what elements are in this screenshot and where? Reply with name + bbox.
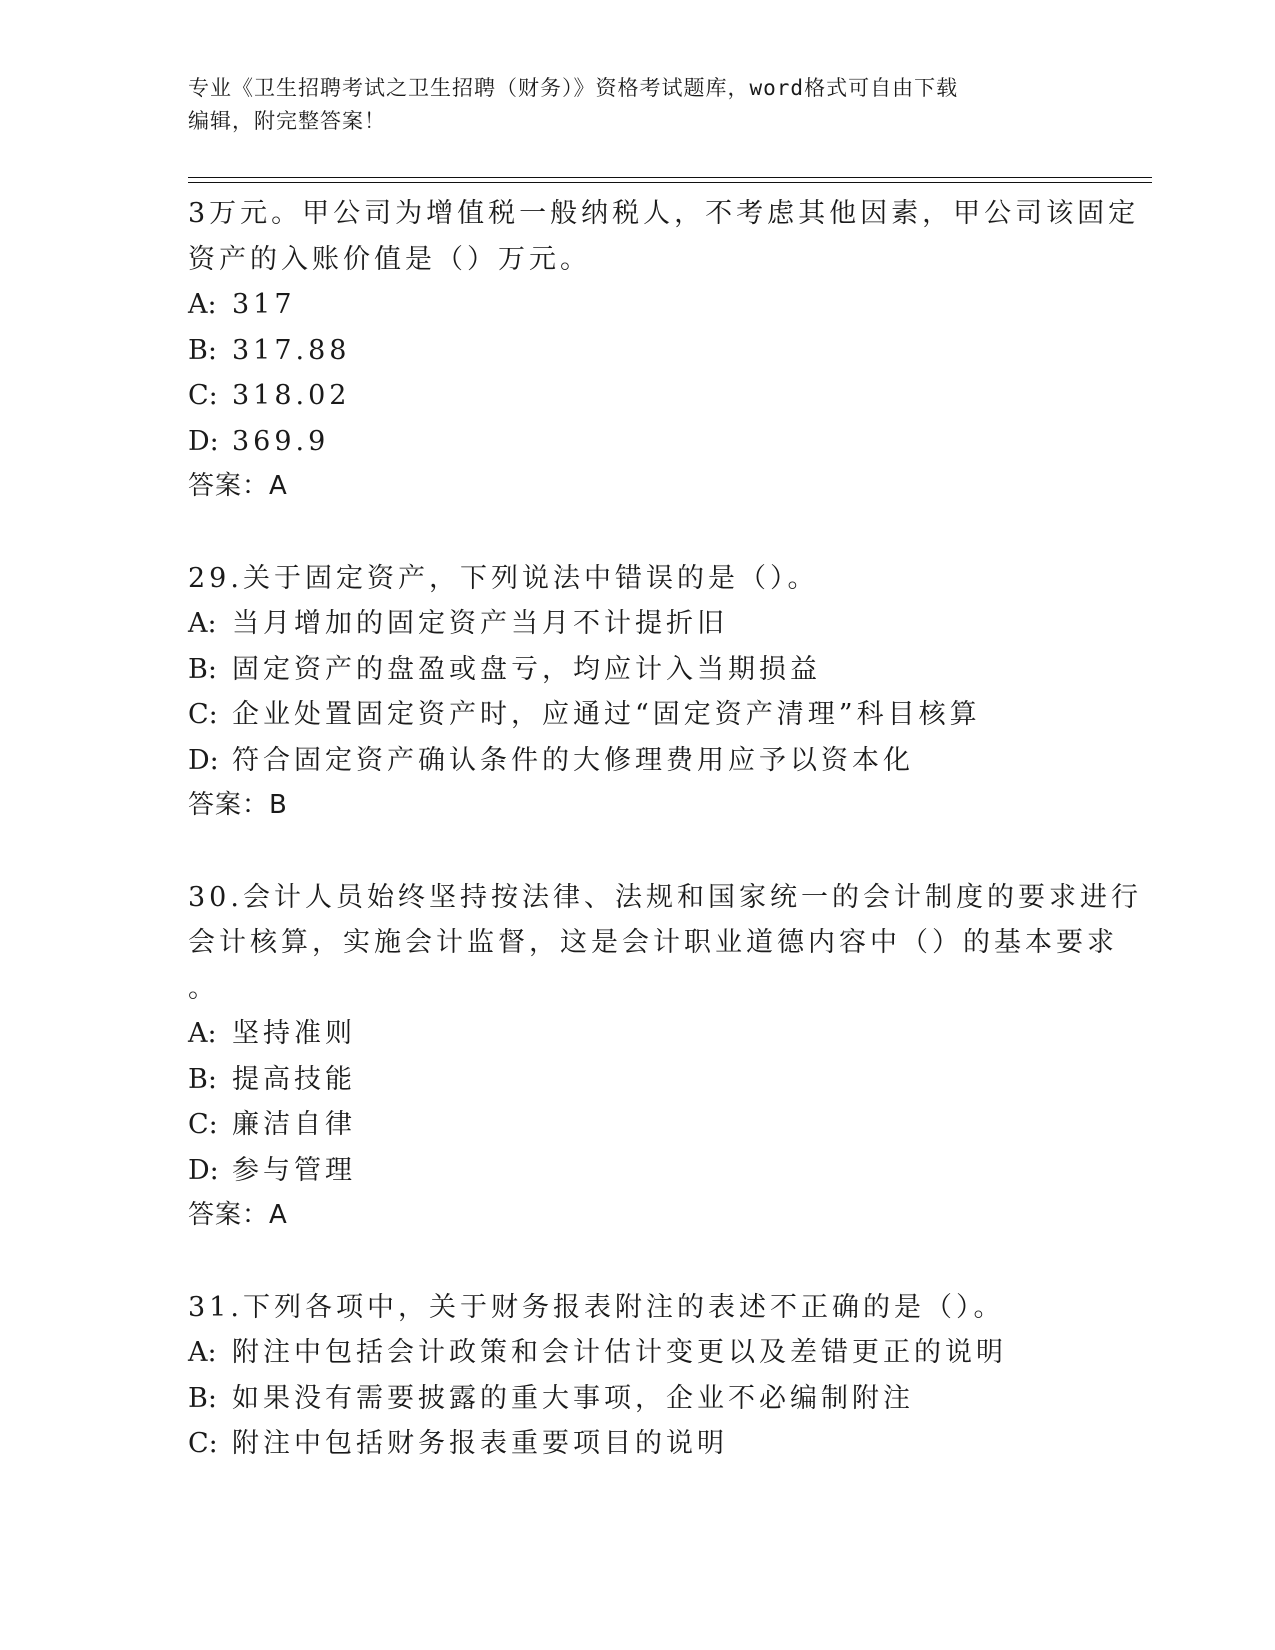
option-text: 369.9 [232,425,330,457]
option-text: 附注中包括会计政策和会计估计变更以及差错更正的说明 [232,1337,1007,1368]
option-label: A: [188,608,217,639]
option-label: A: [188,289,217,320]
question-29 [188,556,1088,829]
option-label: D: [188,744,219,776]
option-text: 318.02 [232,380,351,411]
question-text: 资产的入账价值是（）万元。 [188,243,591,275]
option-label: D: [188,425,219,457]
option-text: 企业处置固定资产时，应通过“固定资产清理”科目核算 [232,699,981,730]
option-a [188,282,1088,328]
question-text: 29.关于固定资产，下列说法中错误的是（）。 [188,562,819,594]
option-text: 提高技能 [232,1063,356,1095]
option-b [188,647,1088,693]
question-text: 30.会计人员始终坚持按法律、法规和国家统一的会计制度的要求进行 [188,881,1142,913]
header-rule-bottom [188,182,1152,183]
option-text: 当月增加的固定资产当月不计提折旧 [232,608,728,639]
option-text: 符合固定资产确认条件的大修理费用应予以资本化 [232,744,914,776]
question-text: 会计核算，实施会计监督，这是会计职业道德内容中（）的基本要求 [188,927,1118,958]
option-text: 参与管理 [232,1154,356,1186]
header-line-1: 专业《卫生招聘考试之卫生招聘（财务）》资格考试题库，word格式可自由下载 [188,76,959,100]
option-a [188,1011,1088,1057]
option-text: 如果没有需要披露的重大事项，企业不必编制附注 [232,1382,914,1414]
answer: 答案：B [188,790,288,820]
option-label: C: [188,1428,218,1459]
option-text: 固定资产的盘盈或盘亏，均应计入当期损益 [232,653,821,685]
option-b [188,1057,1088,1103]
option-b [188,328,1088,374]
answer: 答案：A [188,1200,288,1230]
option-c [188,692,1088,738]
question-text: 。 [188,972,219,1004]
option-label: C: [188,380,218,411]
header-rule-top [188,177,1152,178]
option-text: 附注中包括财务报表重要项目的说明 [232,1428,728,1459]
option-d [188,738,1088,784]
option-text: 廉洁自律 [232,1109,356,1140]
document-body [188,191,1142,1467]
page-header [188,72,1088,138]
option-text: 317.88 [232,334,351,366]
option-c [188,373,1088,419]
option-text: 坚持准则 [232,1018,356,1049]
option-c [188,1102,1088,1148]
option-text: 317 [232,289,296,320]
option-label: B: [188,1382,217,1414]
answer: 答案：A [188,471,288,501]
option-label: D: [188,1154,219,1186]
option-label: A: [188,1337,217,1368]
option-label: B: [188,653,217,685]
option-a [188,601,1088,647]
option-label: C: [188,1109,218,1140]
question-31 [188,1285,1088,1467]
option-label: A: [188,1018,217,1049]
question-28 [188,191,1140,510]
option-d [188,419,1088,465]
option-label: C: [188,699,218,730]
question-30 [188,875,1142,1239]
question-text: 3万元。甲公司为增值税一般纳税人，不考虑其他因素，甲公司该固定 [188,198,1140,229]
option-c [188,1421,1088,1467]
option-d [188,1148,1088,1194]
option-label: B: [188,1063,217,1095]
question-text: 31.下列各项中，关于财务报表附注的表述不正确的是（）。 [188,1291,1005,1323]
header-line-2: 编辑，附完整答案！ [188,109,386,133]
option-b [188,1376,1088,1422]
option-label: B: [188,334,217,366]
option-a [188,1330,1088,1376]
